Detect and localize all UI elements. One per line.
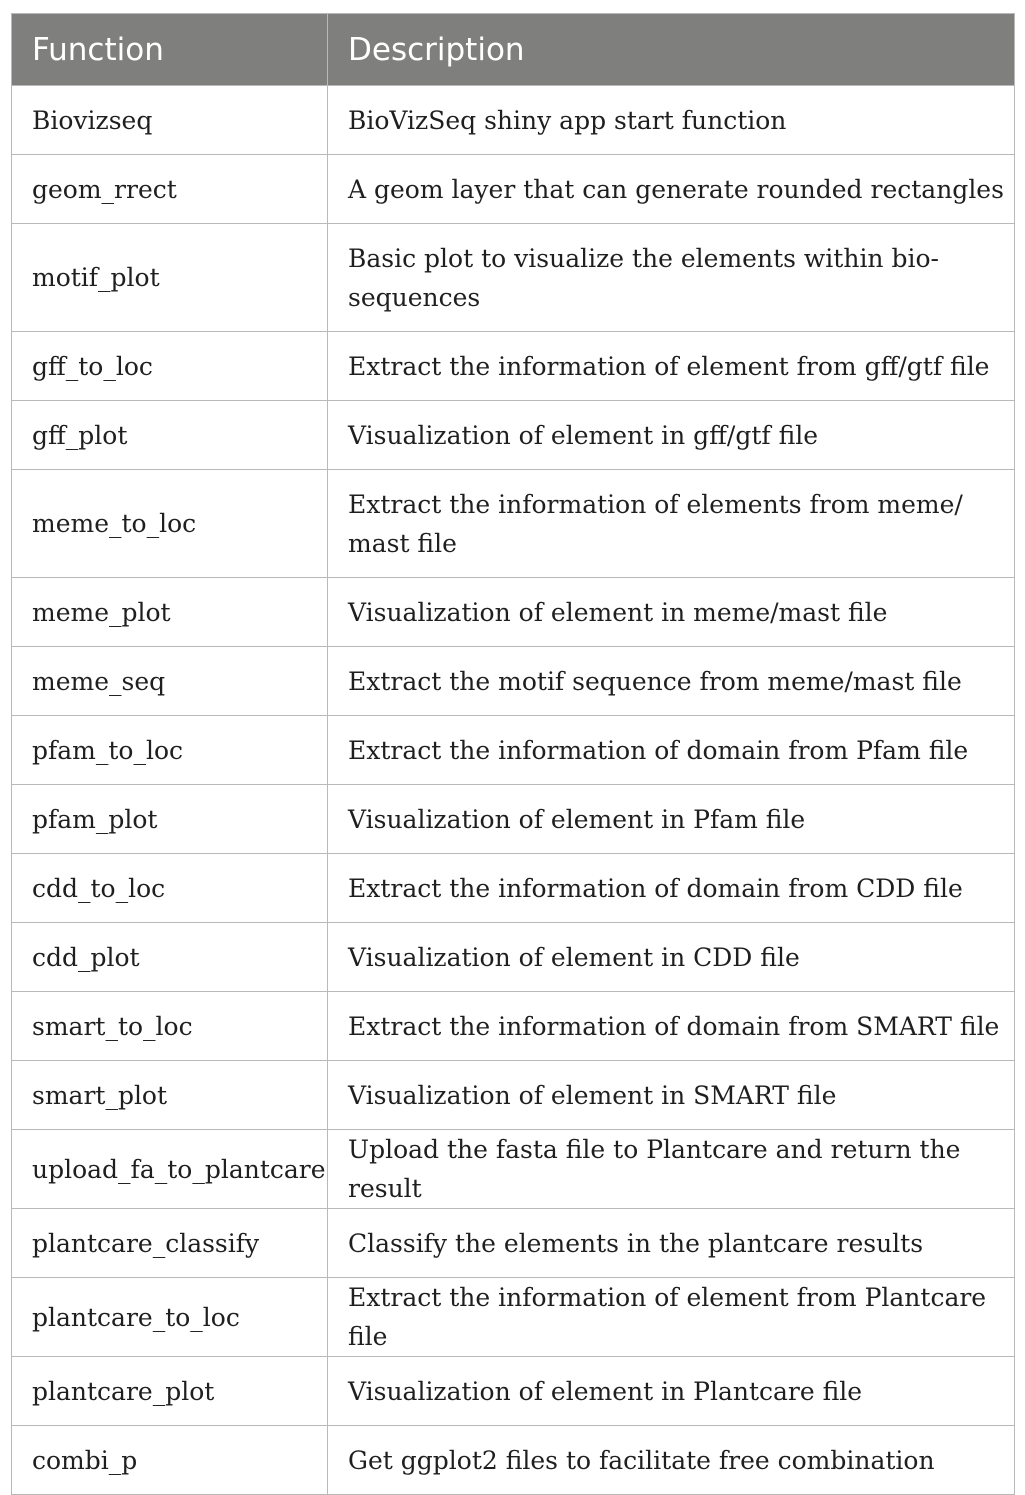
description-cell: Extract the information of elements from meme/ mast file (328, 470, 1015, 578)
description-cell: BioVizSeq shiny app start function (328, 86, 1015, 155)
function-cell: pfam_to_loc (12, 716, 328, 785)
description-cell: Extract the motif sequence from meme/mast file (328, 647, 1015, 716)
function-cell: smart_plot (12, 1061, 328, 1130)
table-row (12, 1061, 1015, 1130)
table-row (12, 647, 1015, 716)
table-row (12, 1357, 1015, 1426)
table-row (12, 1209, 1015, 1278)
function-cell: meme_plot (12, 578, 328, 647)
description-cell: Visualization of element in Pfam file (328, 785, 1015, 854)
table-row (12, 401, 1015, 470)
table-row (12, 1130, 1015, 1209)
function-cell: motif_plot (12, 224, 328, 332)
description-cell: Visualization of element in Plantcare file (328, 1357, 1015, 1426)
description-cell: Visualization of element in CDD file (328, 923, 1015, 992)
function-cell: geom_rrect (12, 155, 328, 224)
description-cell: Extract the information of element from Plantcare file (328, 1278, 1015, 1357)
function-cell: upload_fa_to_plantcare (12, 1130, 328, 1209)
function-cell: gff_to_loc (12, 332, 328, 401)
description-cell: Extract the information of domain from SMART file (328, 992, 1015, 1061)
table-row (12, 785, 1015, 854)
function-cell: plantcare_to_loc (12, 1278, 328, 1357)
description-cell: Upload the fasta file to Plantcare and return the result (328, 1130, 1015, 1209)
description-cell: Visualization of element in gff/gtf file (328, 401, 1015, 470)
description-cell: Extract the information of element from gff/gtf file (328, 332, 1015, 401)
table-row (12, 1278, 1015, 1357)
function-cell: pfam_plot (12, 785, 328, 854)
function-cell: Biovizseq (12, 86, 328, 155)
description-cell: A geom layer that can generate rounded rectangles (328, 155, 1015, 224)
table-row (12, 155, 1015, 224)
table-row (12, 854, 1015, 923)
description-cell: Basic plot to visualize the elements within bio-sequences (328, 224, 1015, 332)
table-row (12, 332, 1015, 401)
table-row (12, 578, 1015, 647)
description-cell: Visualization of element in meme/mast file (328, 578, 1015, 647)
description-cell: Extract the information of domain from CDD file (328, 854, 1015, 923)
table-row (12, 992, 1015, 1061)
header-description: Description (328, 14, 1015, 86)
description-cell: Extract the information of domain from Pfam file (328, 716, 1015, 785)
table-row (12, 470, 1015, 578)
table-row (12, 923, 1015, 992)
table-row (12, 716, 1015, 785)
function-cell: plantcare_plot (12, 1357, 328, 1426)
function-cell: meme_seq (12, 647, 328, 716)
function-cell: meme_to_loc (12, 470, 328, 578)
function-cell: plantcare_classify (12, 1209, 328, 1278)
description-cell: Visualization of element in SMART file (328, 1061, 1015, 1130)
table-row (12, 1426, 1015, 1495)
function-cell: smart_to_loc (12, 992, 328, 1061)
function-cell: combi_p (12, 1426, 328, 1495)
table-header-row (12, 14, 1015, 86)
function-cell: gff_plot (12, 401, 328, 470)
function-cell: cdd_to_loc (12, 854, 328, 923)
function-cell: cdd_plot (12, 923, 328, 992)
table-row (12, 86, 1015, 155)
function-table (11, 13, 1015, 1495)
description-cell: Get ggplot2 files to facilitate free combination (328, 1426, 1015, 1495)
table-row (12, 224, 1015, 332)
description-cell: Classify the elements in the plantcare results (328, 1209, 1015, 1278)
header-function: Function (12, 14, 328, 86)
